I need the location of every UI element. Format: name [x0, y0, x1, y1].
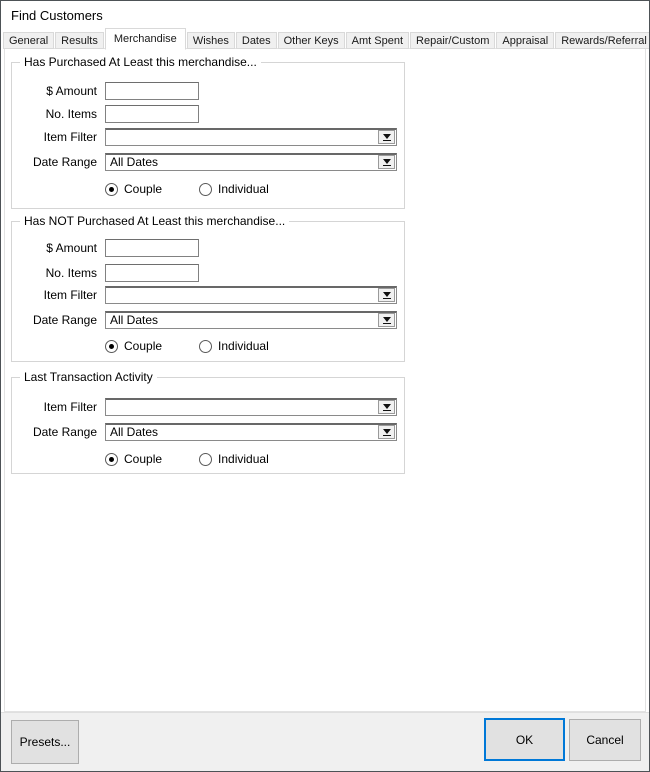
combobox-value: All Dates	[110, 313, 159, 327]
radio-individual[interactable]	[199, 453, 212, 466]
date-range-combobox[interactable]	[105, 153, 397, 171]
item-filter-combobox[interactable]	[105, 128, 397, 146]
couple-individual-radio-group	[105, 452, 269, 466]
item-filter-combobox[interactable]	[105, 398, 397, 416]
combobox-value: All Dates	[110, 425, 159, 439]
tab-repair-custom[interactable]: Repair/Custom	[410, 32, 495, 49]
amount-input[interactable]	[105, 239, 199, 257]
amount-label: $ Amount	[46, 84, 97, 98]
window-title: Find Customers	[11, 8, 103, 23]
date-range-combobox[interactable]	[105, 423, 397, 441]
chevron-down-icon	[383, 159, 391, 164]
chevron-down-icon	[383, 429, 391, 434]
tab-wishes[interactable]: Wishes	[187, 32, 235, 49]
chevron-underline	[383, 410, 391, 411]
couple-individual-radio-group	[105, 182, 269, 196]
radio-couple-label: Couple	[124, 182, 163, 196]
date-range-combobox[interactable]	[105, 311, 397, 329]
chevron-underline	[383, 140, 391, 141]
no-items-label: No. Items	[45, 266, 97, 280]
item-filter-label: Item Filter	[43, 130, 97, 144]
no-items-input[interactable]	[105, 264, 199, 282]
group-has-purchased	[11, 55, 405, 209]
presets-button[interactable]: Presets...	[11, 720, 79, 764]
titlebar	[1, 1, 649, 29]
chevron-down-icon	[383, 317, 391, 322]
date-range-label: Date Range	[32, 155, 97, 169]
dropdown-button[interactable]	[378, 155, 395, 169]
radio-individual-label: Individual	[218, 182, 269, 196]
chevron-underline	[383, 165, 391, 166]
chevron-underline	[383, 323, 391, 324]
radio-individual[interactable]	[199, 340, 212, 353]
amount-input[interactable]	[105, 82, 199, 100]
dropdown-button[interactable]	[378, 400, 395, 414]
chevron-underline	[383, 435, 391, 436]
tab-other-keys[interactable]: Other Keys	[278, 32, 345, 49]
date-range-label: Date Range	[32, 425, 97, 439]
group-legend: Last Transaction Activity	[20, 370, 157, 384]
chevron-down-icon	[383, 404, 391, 409]
dropdown-button[interactable]	[378, 288, 395, 302]
radio-individual-label: Individual	[218, 452, 269, 466]
dropdown-button[interactable]	[378, 130, 395, 144]
group-legend: Has Purchased At Least this merchandise...	[20, 55, 261, 69]
tab-rewards-referral[interactable]: Rewards/Referral	[555, 32, 650, 49]
combobox-value: All Dates	[110, 155, 159, 169]
radio-individual-label: Individual	[218, 339, 269, 353]
ok-button[interactable]: OK	[484, 718, 565, 761]
radio-couple-label: Couple	[124, 339, 163, 353]
no-items-input[interactable]	[105, 105, 199, 123]
tab-general[interactable]: General	[3, 32, 54, 49]
chevron-underline	[383, 298, 391, 299]
group-legend: Has NOT Purchased At Least this merchandise...	[20, 214, 289, 228]
tab-dates[interactable]: Dates	[236, 32, 277, 49]
dropdown-button[interactable]	[378, 313, 395, 327]
tab-amt-spent[interactable]: Amt Spent	[346, 32, 409, 49]
tab-strip	[3, 28, 650, 49]
dropdown-button[interactable]	[378, 425, 395, 439]
cancel-button[interactable]: Cancel	[569, 719, 641, 761]
couple-individual-radio-group	[105, 339, 269, 353]
chevron-down-icon	[383, 134, 391, 139]
item-filter-label: Item Filter	[43, 288, 97, 302]
radio-couple-label: Couple	[124, 452, 163, 466]
footer-bar	[1, 712, 649, 771]
tab-appraisal[interactable]: Appraisal	[496, 32, 554, 49]
radio-couple[interactable]	[105, 453, 118, 466]
item-filter-combobox[interactable]	[105, 286, 397, 304]
radio-couple[interactable]	[105, 340, 118, 353]
tab-results[interactable]: Results	[55, 32, 104, 49]
tab-merchandise[interactable]: Merchandise	[105, 28, 186, 50]
amount-label: $ Amount	[46, 241, 97, 255]
radio-individual[interactable]	[199, 183, 212, 196]
no-items-label: No. Items	[45, 107, 97, 121]
date-range-label: Date Range	[32, 313, 97, 327]
group-last-transaction-activity	[11, 370, 405, 474]
item-filter-label: Item Filter	[43, 400, 97, 414]
group-has-not-purchased	[11, 214, 405, 362]
radio-couple[interactable]	[105, 183, 118, 196]
chevron-down-icon	[383, 292, 391, 297]
